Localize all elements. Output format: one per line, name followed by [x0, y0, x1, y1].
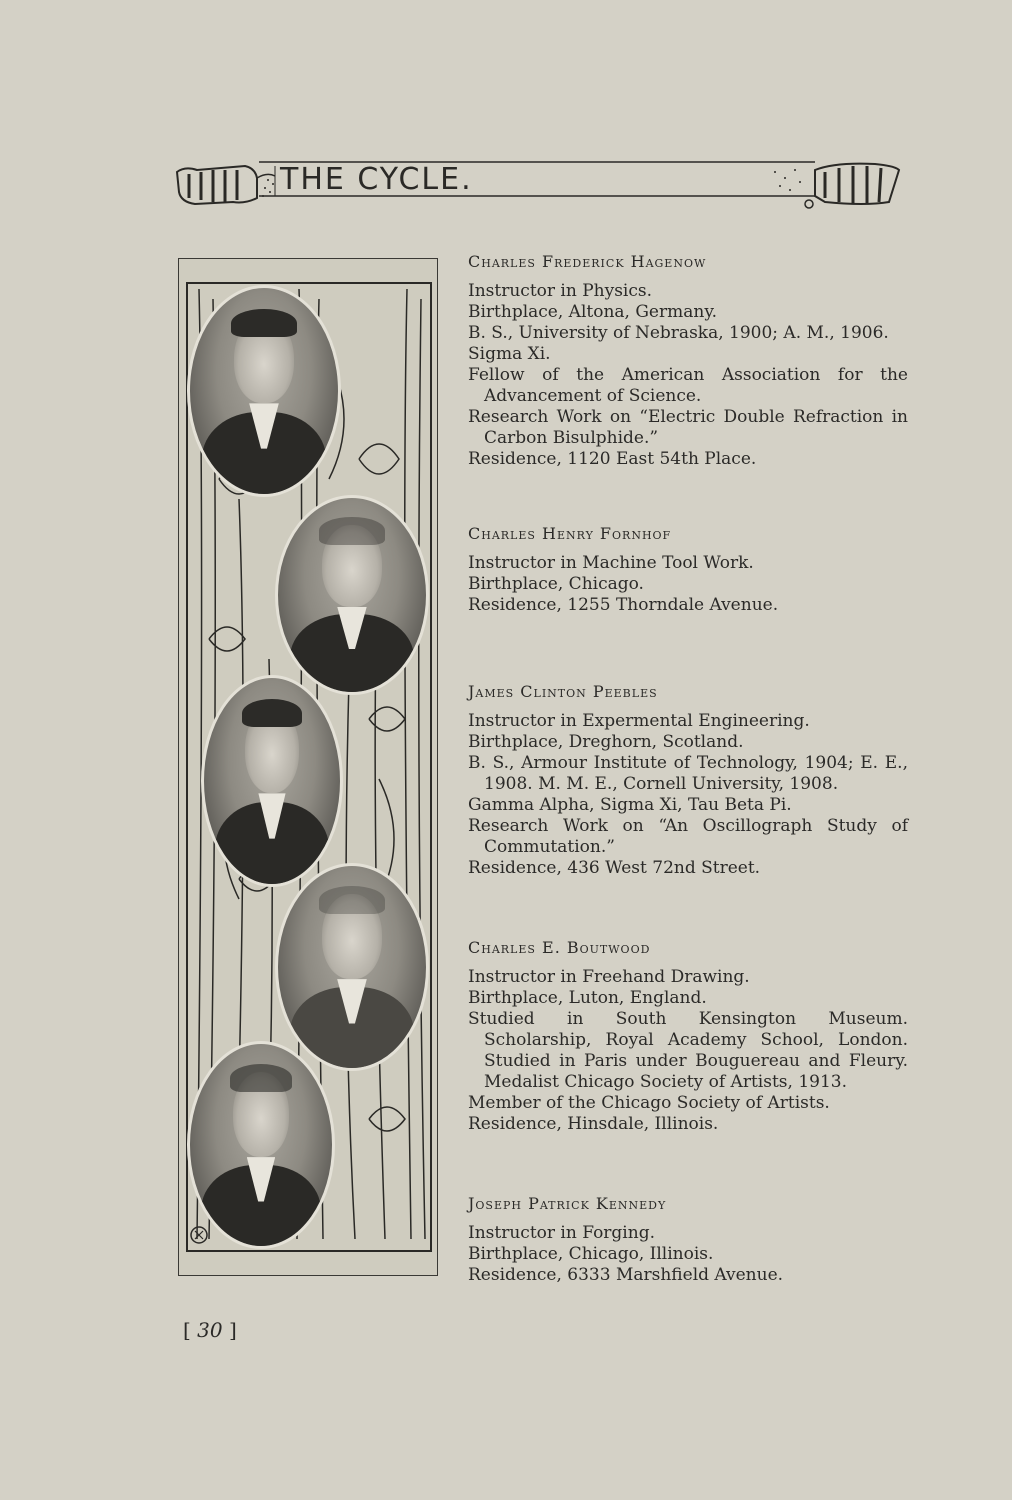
portrait-boutwood — [275, 863, 429, 1071]
entry-hagenow — [468, 252, 908, 470]
entry-line: Residence, 1255 Thorndale Avenue. — [468, 595, 779, 615]
entry-line: Birthplace, Chicago, Illinois. — [468, 1244, 714, 1264]
entry-line: Studied in South Kensington Museum. Scholarship, Royal Academy School, London. Studied in Paris under Bouguereau and Fleury. Medalist Chicago Society of Artists, 1913. — [468, 1009, 908, 1092]
entry-line: B. S., Armour Institute of Technology, 1904; E. E., 1908. M. M. E., Cornell University, 1908. — [468, 753, 908, 794]
entry-line: Research Work on “Electric Double Refraction in Carbon Bisulphide.” — [468, 407, 908, 448]
entry-line: Instructor in Expermental Engineering. — [468, 711, 810, 731]
portrait-fornhof — [275, 495, 429, 695]
entry-peebles — [468, 682, 908, 879]
entry-name: James Clinton Peebles — [468, 682, 658, 701]
portrait-kennedy — [187, 1041, 335, 1249]
page-number — [183, 1318, 237, 1342]
entry-line: Instructor in Physics. — [468, 281, 653, 301]
entry-name: Charles Frederick Hagenow — [468, 252, 707, 271]
entry-line: Birthplace, Chicago. — [468, 574, 644, 594]
header-banner — [175, 158, 903, 210]
header-title: THE CYCLE. — [280, 162, 473, 197]
entry-name: Joseph Patrick Kennedy — [468, 1194, 667, 1213]
portrait-hagenow — [187, 285, 341, 497]
entry-line: B. S., University of Nebraska, 1900; A. M., 1906. — [468, 323, 889, 343]
entry-line: Member of the Chicago Society of Artists. — [468, 1093, 830, 1113]
entry-line: Residence, 6333 Marshfield Avenue. — [468, 1265, 784, 1285]
page-number-value: 30 — [197, 1318, 223, 1342]
entry-line: Instructor in Machine Tool Work. — [468, 553, 754, 573]
entry-line: Birthplace, Dreghorn, Scotland. — [468, 732, 744, 752]
entry-name: Charles Henry Fornhof — [468, 524, 672, 543]
entry-line: Instructor in Forging. — [468, 1223, 655, 1243]
entry-line: Birthplace, Altona, Germany. — [468, 302, 718, 322]
portrait-panel — [178, 258, 438, 1276]
entry-name: Charles E. Boutwood — [468, 938, 651, 957]
entry-line: Residence, 1120 East 54th Place. — [468, 449, 757, 469]
entry-boutwood — [468, 938, 908, 1135]
entry-line: Residence, Hinsdale, Illinois. — [468, 1114, 719, 1134]
entry-line: Instructor in Freehand Drawing. — [468, 967, 750, 987]
portrait-peebles — [201, 675, 343, 887]
entry-fornhof — [468, 524, 908, 616]
entry-line: Research Work on “An Oscillograph Study of Commutation.” — [468, 816, 908, 857]
entry-line: Birthplace, Luton, England. — [468, 988, 707, 1008]
entry-line: Gamma Alpha, Sigma Xi, Tau Beta Pi. — [468, 795, 792, 815]
entry-line: Fellow of the American Association for the Advancement of Science. — [468, 365, 908, 406]
page-bracket-open: [ — [183, 1318, 191, 1342]
page-bracket-close: ] — [228, 1318, 237, 1342]
entry-line: Residence, 436 West 72nd Street. — [468, 858, 761, 878]
entry-kennedy — [468, 1194, 908, 1286]
entry-line: Sigma Xi. — [468, 344, 551, 364]
